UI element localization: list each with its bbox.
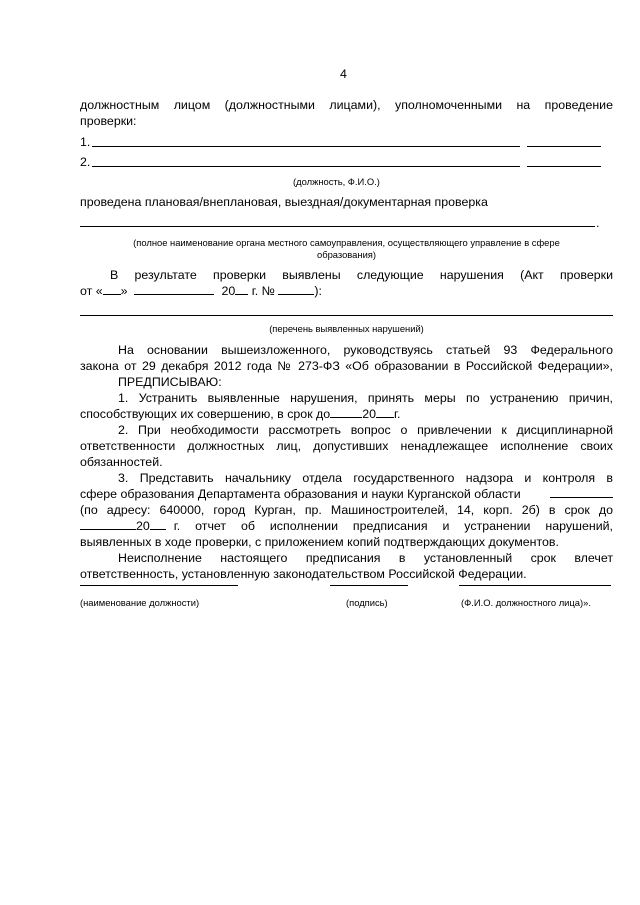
act-number-blank <box>278 283 314 295</box>
inspector-number: 1. <box>80 135 91 149</box>
item-3-line-1: 3. Представить начальнику отдела государственного надзора и контроля в <box>118 471 613 485</box>
item-3-line-5: выявленных в ходе проверки, с приложением копий подтверждающих документов. <box>80 535 559 549</box>
fio-signature-line <box>459 585 611 586</box>
deadline-day-blank <box>330 406 362 418</box>
item-2-line-1: 2. При необходимости рассмотреть вопрос о привлечении к дисциплинарной <box>118 423 613 437</box>
organ-name-line <box>80 226 595 227</box>
liability-line-2: ответственность, установленную законодательством Российской Федерации. <box>80 567 527 581</box>
year-blank <box>235 283 248 295</box>
caption-fio: (Ф.И.О. должностного лица)». <box>461 597 591 608</box>
organ-line-dot: . <box>596 216 600 230</box>
intro-line-1: должностным лицом (должностными лицами), уполномоченными на проведение <box>80 98 613 112</box>
item-1-line-2 <box>80 406 400 422</box>
item-3-line-4 <box>80 518 613 534</box>
basis-line-2: закона от 29 декабря 2012 года № 273-ФЗ «Об образовании в Российской Федерации», <box>80 359 613 373</box>
result-date-open: от « <box>80 284 103 298</box>
caption-violations: (перечень выявленных нарушений) <box>269 323 424 334</box>
inspector-line-end <box>527 166 601 167</box>
intro-line-2: проверки: <box>80 114 137 128</box>
caption-organ: (полное наименование органа местного самоуправления, осуществляющего управление в сфере <box>133 237 560 248</box>
result-close: ): <box>314 284 322 298</box>
inspection-type: проведена плановая/внеплановая, выездная/документарная проверка <box>80 195 488 209</box>
caption-sign: (подпись) <box>346 597 388 608</box>
order-word: ПРЕДПИСЫВАЮ: <box>118 375 222 389</box>
deadline-g: г. <box>393 407 401 421</box>
report-year: 20 <box>136 519 150 533</box>
inspector-line-end <box>527 146 601 147</box>
basis-line-1: На основании вышеизложенного, руководствуясь статьей 93 Федерального <box>118 343 613 357</box>
result-line-1: В результате проверки выявлены следующие нарушения (Акт проверки <box>110 268 613 282</box>
caption-position-fio: (должность, Ф.И.О.) <box>293 176 380 187</box>
result-line-2 <box>80 283 322 299</box>
item-3-line-4-text: г. отчет об исполнении предписания и устранении нарушений, <box>173 519 613 533</box>
deadline-year-blank <box>376 406 394 418</box>
inspector-line <box>92 166 520 167</box>
inspector-line <box>92 146 520 147</box>
item-3-line-2: сфере образования Департамента образования и науки Курганской области <box>80 487 521 501</box>
item-3-blank <box>550 497 613 498</box>
day-blank <box>103 283 121 295</box>
item-3-line-3: (по адресу: 640000, город Курган, пр. Машиностроителей, 14, корп. 2б) в срок до <box>80 503 613 517</box>
position-signature-line <box>80 585 238 586</box>
caption-position-name: (наименование должности) <box>80 597 200 608</box>
liability-line-1: Неисполнение настоящего предписания в установленный срок влечет <box>118 551 613 565</box>
report-day-blank <box>80 518 136 530</box>
item-1-line-1: 1. Устранить выявленные нарушения, принять меры по устранению причин, <box>118 391 613 405</box>
item-1-text: способствующих их совершению, в срок до <box>80 407 331 421</box>
item-2-line-2: ответственности должностных лиц, допустивших ненадлежащее исполнение своих <box>80 439 613 453</box>
month-blank <box>134 283 214 295</box>
result-number-label: г. № <box>251 284 275 298</box>
sign-signature-line <box>330 585 408 586</box>
violations-line <box>80 315 613 316</box>
inspector-number: 2. <box>80 155 91 169</box>
result-year: 20 <box>221 284 236 298</box>
item-2-line-3: обязанностей. <box>80 455 163 469</box>
caption-organ: образования) <box>316 249 376 260</box>
report-year-blank <box>150 518 166 530</box>
page-number: 4 <box>340 67 347 81</box>
result-date-close: » <box>120 284 128 298</box>
deadline-year: 20 <box>362 407 376 421</box>
